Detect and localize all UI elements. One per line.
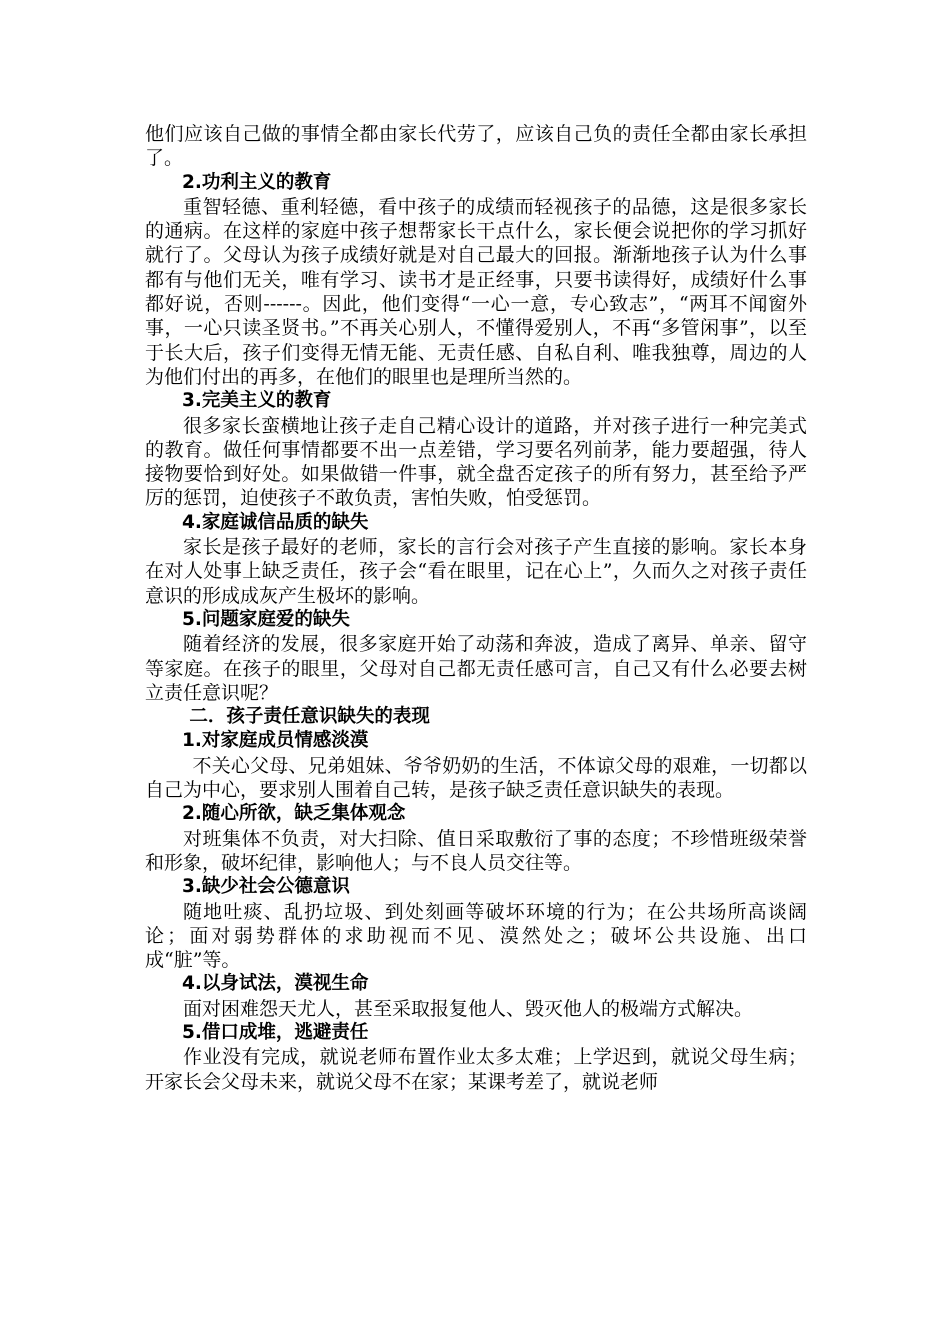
chapter-heading-manifestations: 二．孩子责任意识缺失的表现 (189, 706, 430, 728)
document-page (145, 122, 807, 1094)
section-heading-social-morality: 3.缺少社会公德意识 (182, 876, 350, 898)
paragraph-social-morality: 随地吐痰、乱扔垃圾、到处刻画等破坏环境的行为；在公共场所高谈阔论；面对弱势群体的求助视而不见、漠然处之；破坏公共设施、出口成“脏”等。 (145, 900, 807, 972)
paragraph-utilitarian-education: 重智轻德、重利轻德，看中孩子的成绩而轻视孩子的品德，这是很多家长的通病。在这样的家庭中孩子想帮家长干点什么，家长便会说把你的学习抓好就行了。父母认为孩子成绩好就是对自己最大的回报。渐渐地孩子认为什么事都有与他们无关，唯有学习、读书才是正经事，只要书读得好，成绩好什么事都好说，否则------。因此，他们变得“一心一意，专心致志”，“两耳不闻窗外事，一心只读圣贤书。”不再关心别人，不懂得爱别人，不再“多管闲事”，以至于长大后，孩子们变得无情无能、无责任感、自私自利、唯我独尊，周边的人为他们付出的再多，在他们的眼里也是理所当然的。 (145, 195, 807, 388)
paragraph-collective-concept: 对班集体不负责，对大扫除、值日采取敷衍了事的态度；不珍惜班级荣誉和形象，破坏纪律，影响他人；与不良人员交往等。 (145, 827, 807, 874)
paragraph-emotional-indifference: 不关心父母、兄弟姐妹、爷爷奶奶的生活，不体谅父母的艰难，一切都以自己为中心，要求别人围着自己转，是孩子缺乏责任意识缺失的表现。 (145, 754, 807, 802)
section-heading-emotional-indifference: 1.对家庭成员情感淡漠 (182, 730, 369, 752)
paragraph-continued: 他们应该自己做的事情全都由家长代劳了，应该自己负的责任全都由家长承担了。 (145, 123, 807, 170)
section-heading-utilitarian-education: 2.功利主义的教育 (182, 171, 332, 193)
section-heading-disregard-life: 4.以身试法，漠视生命 (182, 973, 369, 995)
section-heading-family-integrity: 4.家庭诚信品质的缺失 (182, 511, 369, 533)
paragraph-perfectionist-education: 很多家长蛮横地让孩子走自己精心设计的道路，并对孩子进行一种完美式的教育。做任何事情都要不出一点差错，学习要名列前茅，能力要超强，待人接物要恰到好处。如果做错一件事，就全盘否定孩子的所有努力，甚至给予严厉的惩罚，迫使孩子不敢负责，害怕失败，怕受惩罚。 (145, 414, 807, 510)
paragraph-excuses: 作业没有完成，就说老师布置作业太多太难；上学迟到，就说父母生病；开家长会父母未来，就说父母不在家；某课考差了，就说老师 (145, 1046, 807, 1093)
section-heading-family-love: 5.问题家庭爱的缺失 (182, 608, 350, 630)
section-heading-collective-concept: 2.随心所欲，缺乏集体观念 (182, 803, 406, 825)
section-heading-excuses: 5.借口成堆，逃避责任 (182, 1021, 369, 1043)
paragraph-family-love: 随着经济的发展，很多家庭开始了动荡和奔波，造成了离异、单亲、留守等家庭。在孩子的眼里，父母对自己都无责任感可言，自己又有什么必要去树立责任意识呢？ (145, 633, 807, 704)
section-heading-perfectionist-education: 3.完美主义的教育 (182, 390, 332, 412)
paragraph-family-integrity: 家长是孩子最好的老师，家长的言行会对孩子产生直接的影响。家长本身在对人处事上缺乏责任，孩子会“看在眼里，记在心上”，久而久之对孩子责任意识的形成成灰产生极坏的影响。 (145, 536, 807, 607)
paragraph-disregard-life: 面对困难怨天尤人，甚至采取报复他人、毁灭他人的极端方式解决。 (183, 997, 754, 1020)
